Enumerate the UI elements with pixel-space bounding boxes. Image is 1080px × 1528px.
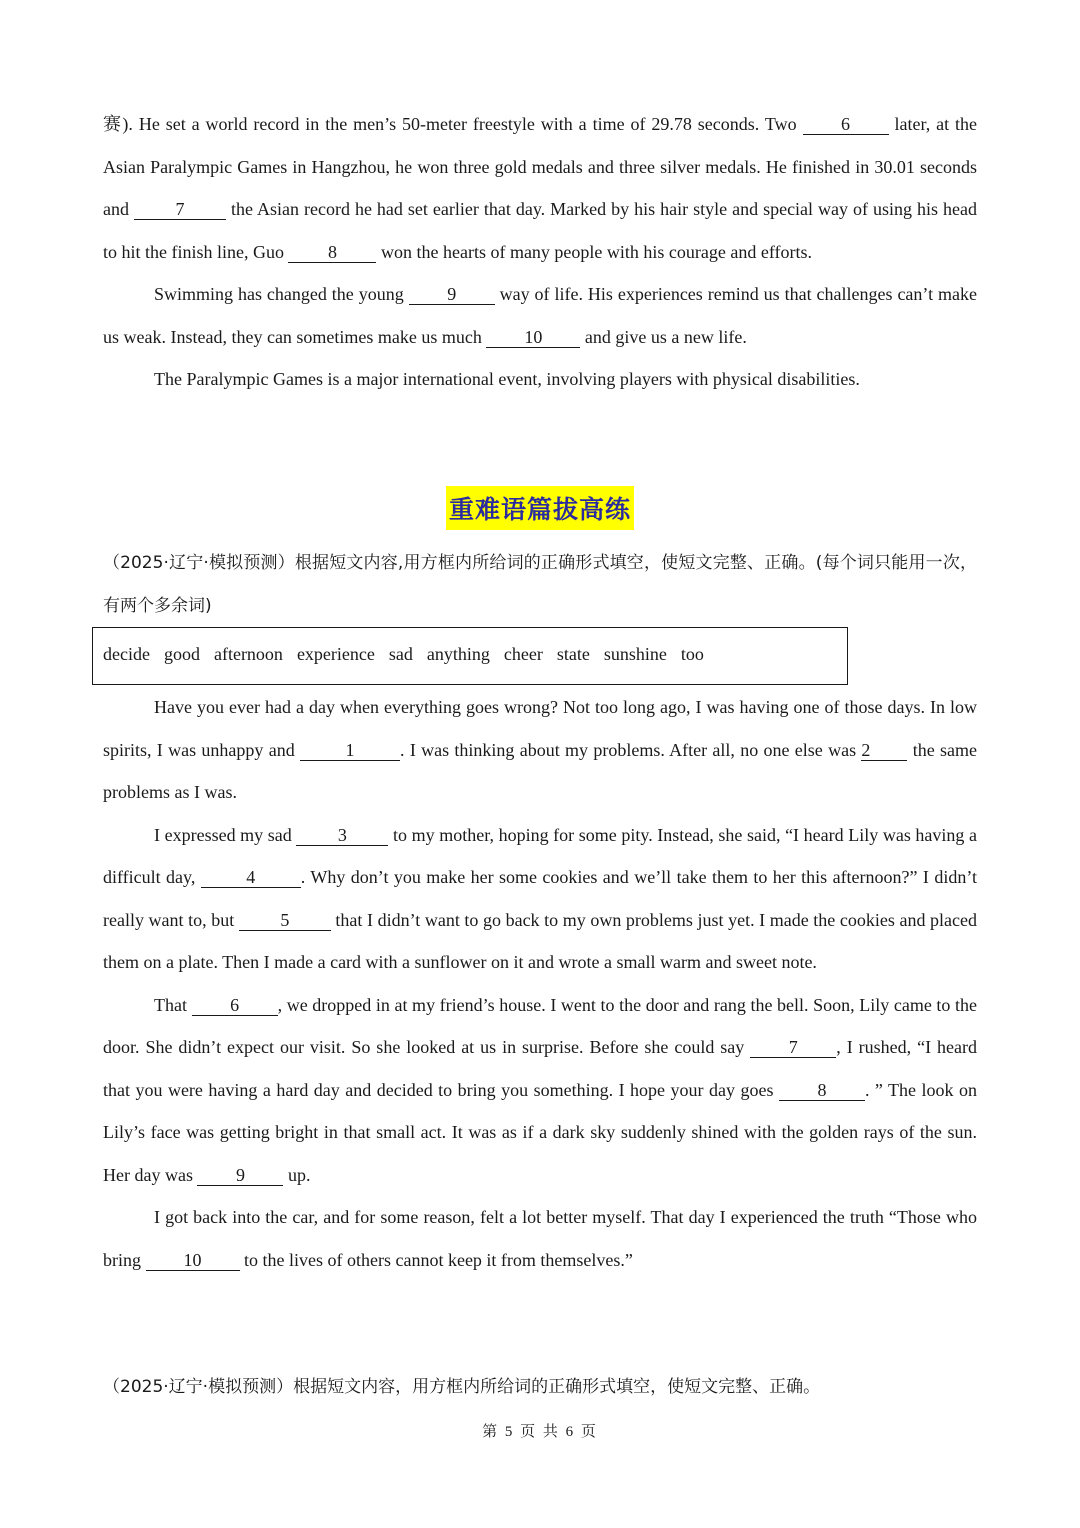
blank-3[interactable]: 3	[296, 825, 388, 846]
paragraph: Have you ever had a day when everything goes wrong? Not too long ago, I was having one of those days. In low spirits, I was unhappy and 1 . I was thinking about my problems. After all, no one else was 2 the same problems as I was.	[103, 697, 978, 802]
passage-1	[103, 103, 977, 401]
blank-5[interactable]: 5	[239, 910, 331, 931]
word-bank-box	[92, 627, 848, 685]
blank-10[interactable]: 10	[486, 327, 580, 348]
word-bank-item: good	[163, 644, 200, 664]
blank-8[interactable]: 8	[288, 242, 376, 263]
word-bank-item: sad	[388, 644, 413, 664]
word-bank-item: decide	[103, 644, 150, 664]
blank-6[interactable]: 6	[803, 114, 889, 135]
word-bank	[103, 644, 718, 665]
blank-1[interactable]: 1	[300, 740, 400, 761]
blank-8b[interactable]: 8	[779, 1080, 865, 1101]
page-footer: 第 5 页 共 6 页	[482, 1424, 598, 1440]
blank-10b[interactable]: 10	[146, 1250, 240, 1271]
blank-2[interactable]: 2	[861, 740, 907, 761]
word-bank-item: experience	[296, 644, 375, 664]
section-title-wrap	[0, 486, 1080, 530]
paragraph: 赛). He set a world record in the men’s 50-meter freestyle with a time of 29.78 seconds. Two 6 later, at the Asian Paralympic Games in Hangzhou, he won three gold medals and three silver medals. He finished in 30.01 seconds and 7 the Asian record he had set earlier that day. Marked by his hair style and special way of using his head to hit the finish line, Guo 8 won the hearts of many people with his courage and efforts.	[103, 114, 978, 262]
paragraph: I got back into the car, and for some reason, felt a lot better myself. That day I experienced the truth “Those who bring 10 to the lives of others cannot keep it from themselves.”	[103, 1207, 977, 1270]
word-bank-item: state	[556, 644, 590, 664]
blank-7[interactable]: 7	[134, 199, 226, 220]
exercise-1-instruction: （2025·辽宁·模拟预测）根据短文内容,用方框内所给词的正确形式填空，使短文完整、正确。(每个词只能用一次，有两个多余词)	[103, 553, 977, 616]
blank-9b[interactable]: 9	[197, 1165, 283, 1186]
paragraph: The Paralympic Games is a major international event, involving players with physical disabilities.	[154, 369, 860, 389]
blank-9[interactable]: 9	[409, 284, 495, 305]
word-bank-item: anything	[426, 644, 490, 664]
word-bank-item: afternoon	[213, 644, 283, 664]
paragraph: I expressed my sad 3 to my mother, hoping for some pity. Instead, she said, “I heard Lily was having a difficult day, 4 . Why don’t you make her some cookies and we’ll take them to her this afternoon?” I didn’t really want to, but 5 that I didn’t want to go back to my own problems just yet. I made the cookies and placed them on a plate. Then I made a card with a sunflower on it and wrote a small warm and sweet note.	[103, 824, 978, 972]
paragraph: Swimming has changed the young 9 way of life. His experiences remind us that challenges can’t make us weak. Instead, they can sometimes make us much 10 and give us a new life.	[103, 284, 978, 347]
section-title: 重难语篇拔高练	[446, 486, 634, 530]
word-bank-item: too	[680, 644, 704, 664]
blank-4[interactable]: 4	[201, 867, 301, 888]
exercise-2-instruction: （2025·辽宁·模拟预测）根据短文内容，用方框内所给词的正确形式填空，使短文完整、正确。	[103, 1377, 821, 1397]
blank-7b[interactable]: 7	[750, 1037, 836, 1058]
word-bank-item: sunshine	[603, 644, 667, 664]
word-bank-item: cheer	[503, 644, 543, 664]
blank-6b[interactable]: 6	[192, 995, 278, 1016]
passage-2	[103, 686, 977, 1281]
paragraph: That 6 , we dropped in at my friend’s house. I went to the door and rang the bell. Soon, Lily came to the door. She didn’t expect our visit. So she looked at us in surprise. Before she could say 7 , I rushed, “I heard that you were having a hard day and decided to bring you something. I hope your day goes 8 . ” The look on Lily’s face was getting bright in that small act. It was as if a dark sky suddenly shined with the golden rays of the sun. Her day was 9 up.	[103, 994, 978, 1185]
